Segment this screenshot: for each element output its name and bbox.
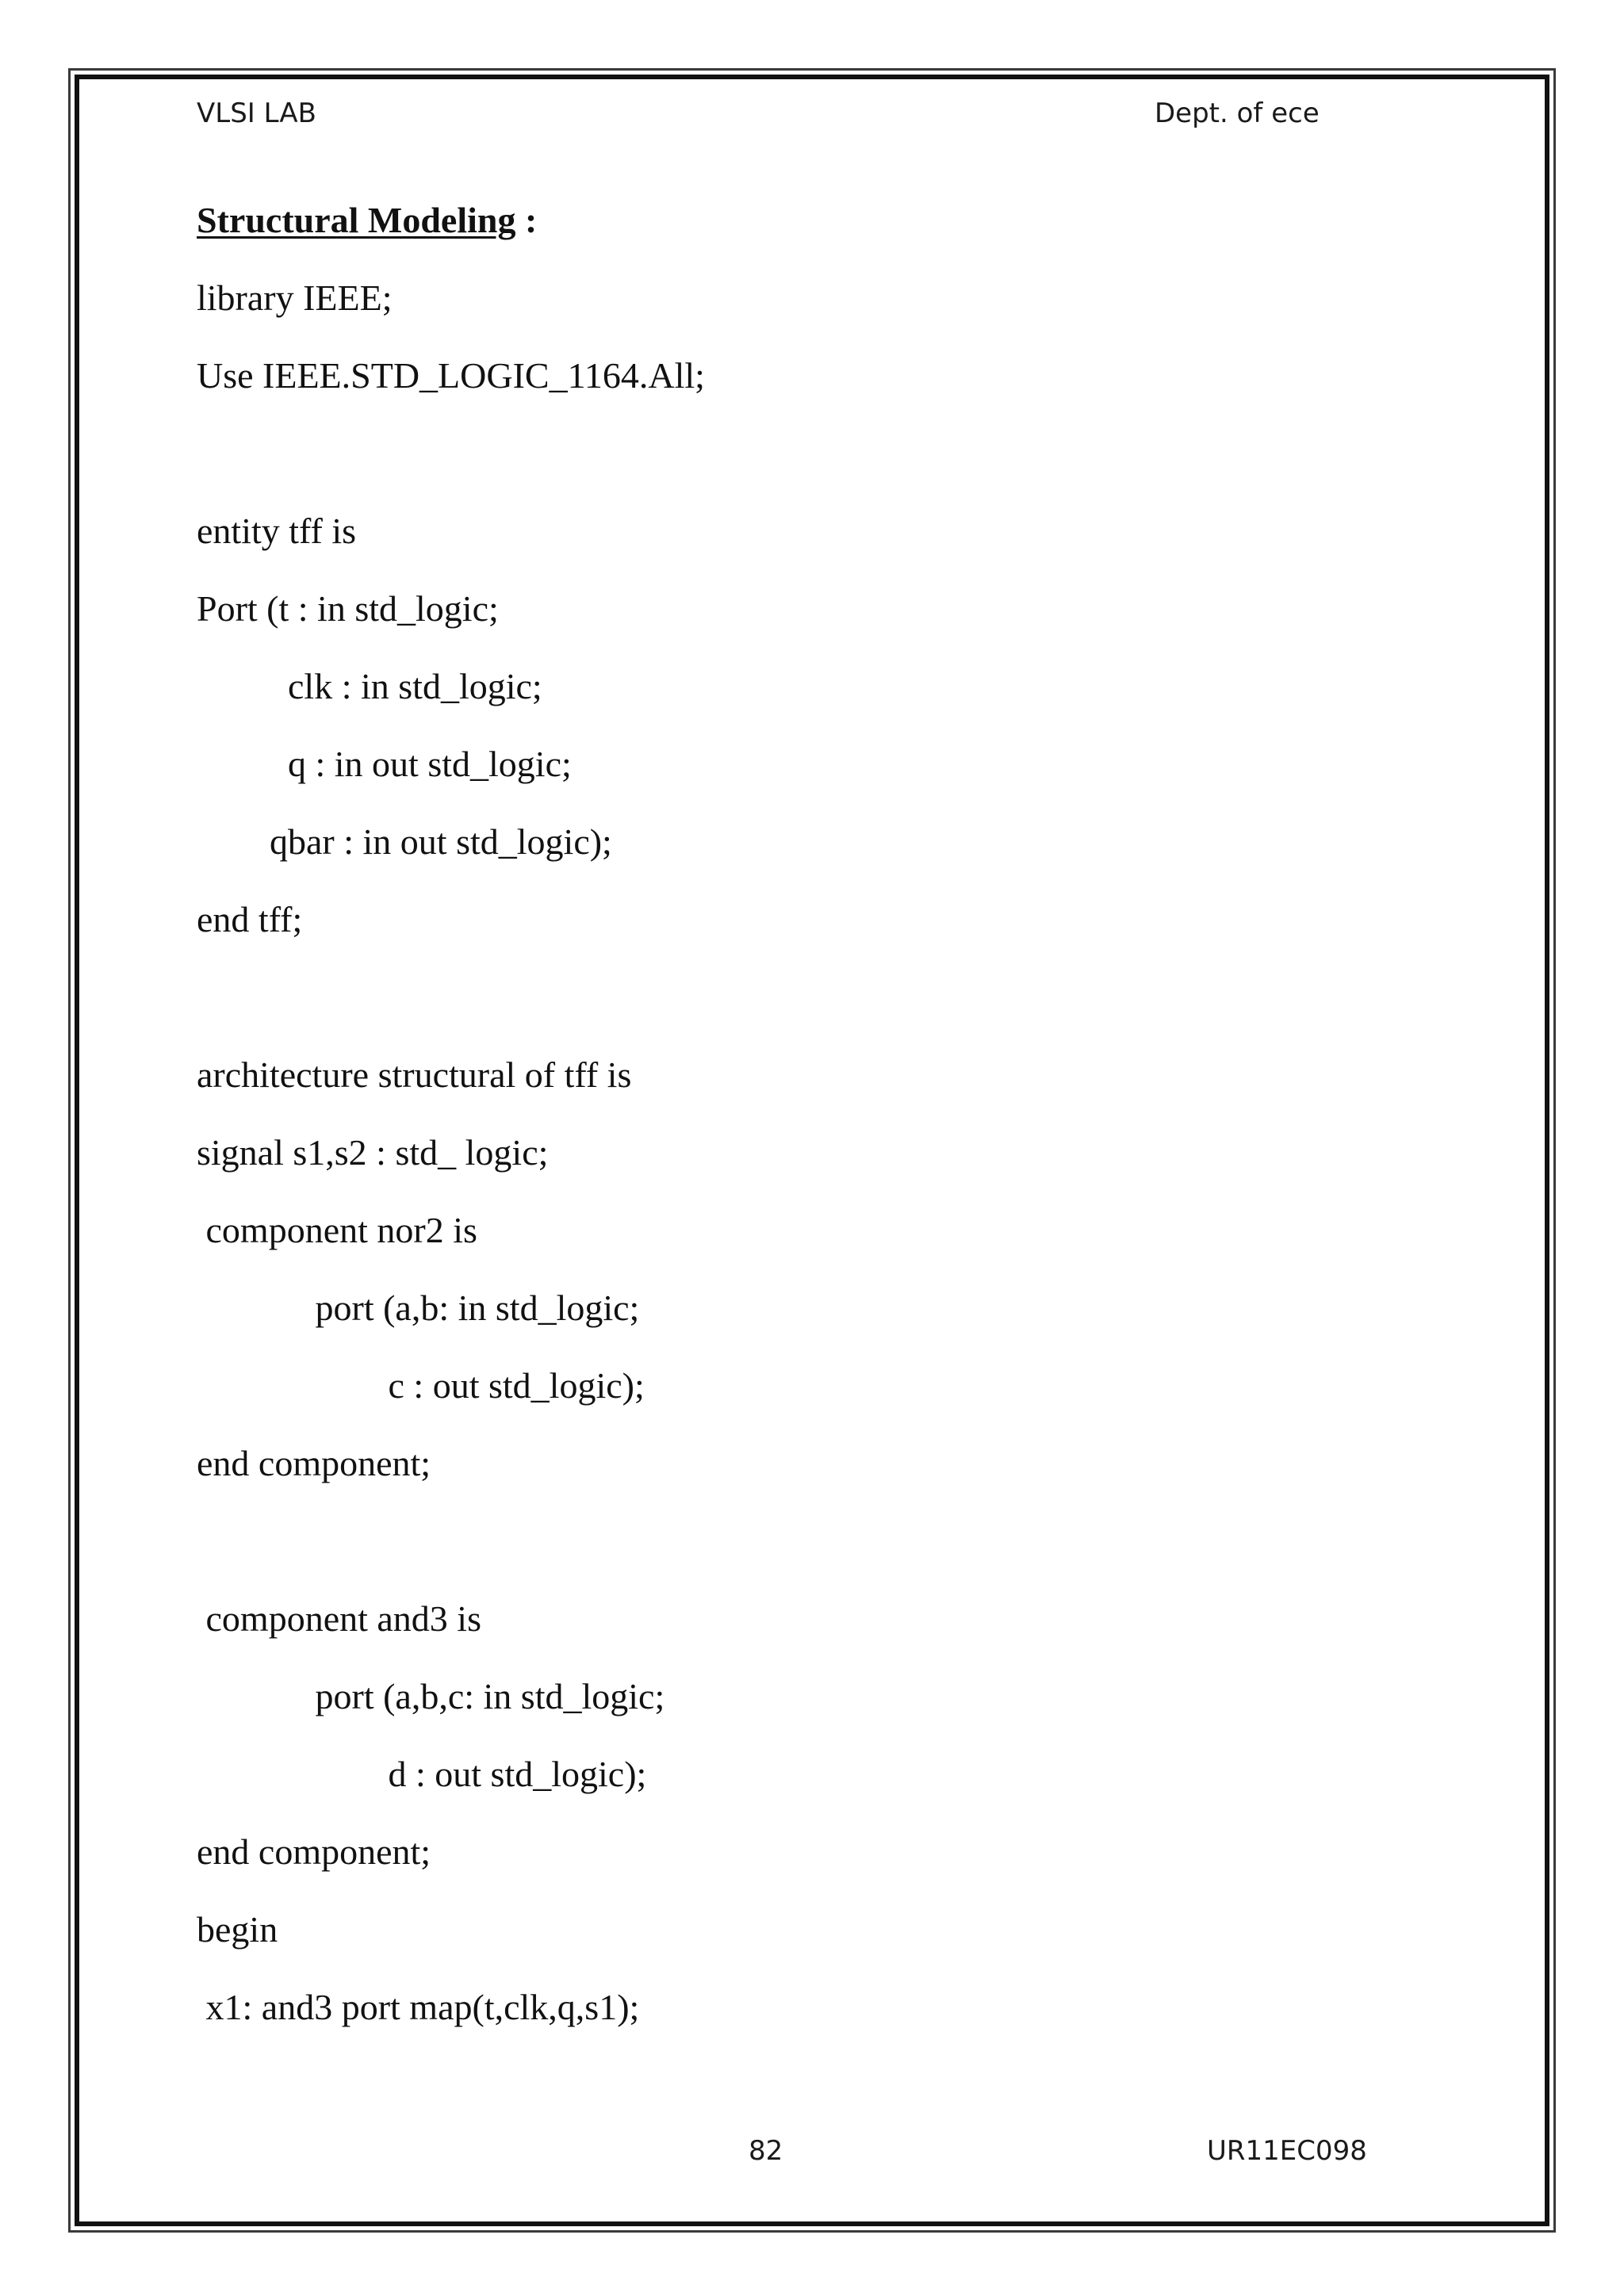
code-line: x1: and3 port map(t,clk,q,s1);: [197, 1987, 640, 2027]
code-line: q : in out std_logic;: [197, 744, 572, 784]
code-line: library IEEE;: [197, 277, 393, 318]
code-line: architecture structural of tff is: [197, 1054, 632, 1095]
section-title: [197, 195, 1434, 273]
code-line-blank: [197, 1516, 1434, 1594]
footer-roll-number: UR11EC098: [1207, 2135, 1367, 2167]
code-line: begin: [197, 1909, 278, 1950]
code-line: c : out std_logic);: [197, 1365, 645, 1406]
header-lab-name: VLSI LAB: [197, 98, 316, 129]
code-block: [197, 273, 1434, 2060]
code-line: clk : in std_logic;: [197, 666, 542, 706]
code-line: Use IEEE.STD_LOGIC_1164.All;: [197, 355, 705, 396]
code-line-blank: [197, 428, 1434, 506]
code-line: end component;: [197, 1443, 431, 1483]
code-line: entity tff is: [197, 511, 357, 551]
code-line: signal s1,s2 : std_ logic;: [197, 1132, 549, 1173]
code-line: component nor2 is: [197, 1210, 477, 1250]
code-line: end component;: [197, 1831, 431, 1872]
header-department: Dept. of ece: [1155, 98, 1320, 129]
page-content: [197, 195, 1434, 2060]
code-line: Port (t : in std_logic;: [197, 588, 499, 629]
code-line: d : out std_logic);: [197, 1754, 647, 1794]
code-line-blank: [197, 972, 1434, 1050]
code-line: port (a,b,c: in std_logic;: [197, 1676, 665, 1716]
code-line: component and3 is: [197, 1598, 481, 1639]
section-title-text: Structural Modeling: [197, 200, 516, 240]
code-line: port (a,b: in std_logic;: [197, 1288, 640, 1328]
footer-page-number: 82: [749, 2135, 783, 2167]
section-title-colon: :: [515, 200, 538, 240]
code-line: end tff;: [197, 899, 303, 939]
code-line: qbar : in out std_logic);: [197, 821, 612, 862]
